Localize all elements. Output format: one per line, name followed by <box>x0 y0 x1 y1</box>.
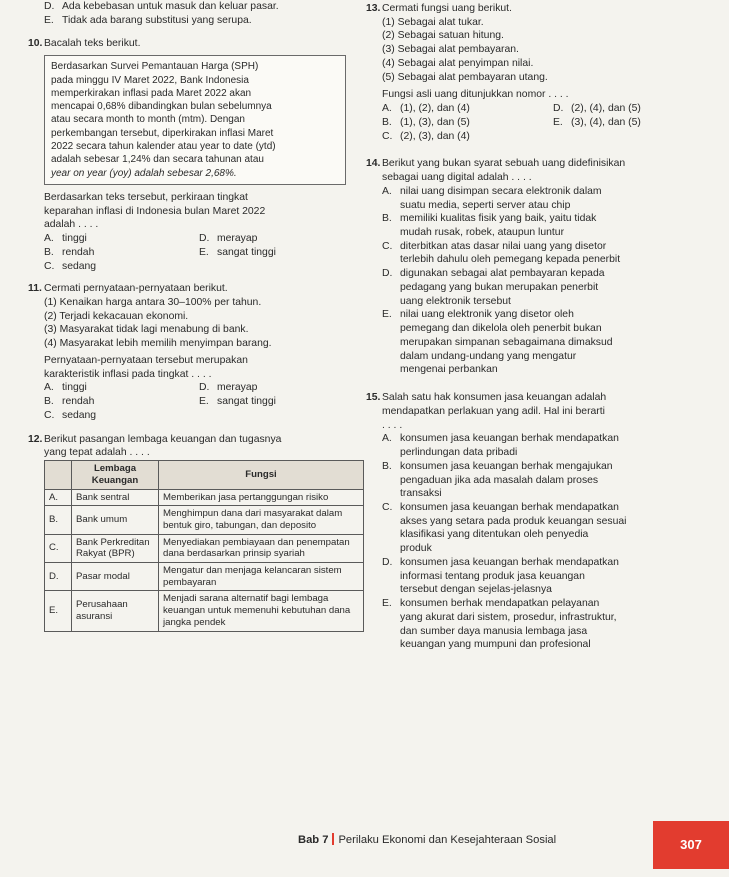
question-number: 14. <box>366 158 381 170</box>
option-line: nilai uang disimpan secara elektronik dalam <box>400 185 602 197</box>
page-number: 307 <box>680 837 702 853</box>
option-text: Ada kebebasan untuk masuk dan keluar pasar. <box>62 1 279 12</box>
option-line: konsumen jasa keuangan berhak mendapatkan <box>400 556 619 568</box>
option-line: konsumen berhak mendapatkan pelayanan <box>400 598 600 610</box>
option-text: merayap <box>217 382 258 394</box>
question-line: Berdasarkan teks tersebut, perkiraan tingkat <box>44 191 248 203</box>
box-line: pada minggu IV Maret 2022, Bank Indonesia <box>51 74 249 86</box>
question-prompt: Bacalah teks berikut. <box>44 38 141 50</box>
option-text: sangat tinggi <box>217 396 276 408</box>
option-text: tinggi <box>62 233 87 245</box>
row-fungsi: Mengatur dan menjaga kelancaran sistem pembayaran <box>159 563 364 591</box>
option-b[interactable] <box>44 395 191 409</box>
option-text: merayap <box>217 233 258 245</box>
option-c[interactable] <box>44 409 191 423</box>
option-text: sedang <box>62 409 97 421</box>
option-line: dan sumber daya manusia lembaga jasa <box>400 625 588 637</box>
option-a[interactable] <box>382 185 716 212</box>
option-letter: A. <box>382 185 392 197</box>
question-line: Berikut yang bukan syarat sebuah uang didefinisikan <box>382 158 626 170</box>
table-row[interactable] <box>45 563 364 591</box>
option-line: terlebih dahulu oleh pemegang kepada penerbit <box>400 254 621 266</box>
question-10 <box>28 37 346 51</box>
option-text: Tidak ada barang substitusi yang serupa. <box>62 14 252 26</box>
option-line: diterbitkan atas dasar nilai uang yang disetor <box>400 240 607 252</box>
option-line: mengenai perbankan <box>400 364 498 376</box>
option-line: pemegang dan dikelola oleh penerbit bukan <box>400 323 602 335</box>
option-e <box>44 14 346 28</box>
option-letter: A. <box>382 433 392 445</box>
option-line: nilai uang elektronik yang disetor oleh <box>400 309 574 321</box>
option-line: suatu media, seperti server atau chip <box>400 199 571 211</box>
row-lembaga: Bank umum <box>72 506 159 534</box>
page-footer <box>0 821 729 877</box>
option-line: pedagang yang bukan merupakan penerbit <box>400 281 599 293</box>
question-line: Salah satu hak konsumen jasa keuangan adalah <box>382 392 607 404</box>
q10-question <box>28 191 346 232</box>
option-letter: E. <box>199 396 209 408</box>
option-a[interactable] <box>44 232 191 246</box>
question-line: Fungsi asli uang ditunjukkan nomor . . . . <box>382 89 569 101</box>
option-b[interactable] <box>382 460 716 501</box>
question-13 <box>366 2 716 102</box>
statement: (4) Masyarakat lebih memilih menyimpan barang. <box>44 338 272 350</box>
question-number: 12. <box>28 433 43 445</box>
option-line: transaksi <box>400 488 442 500</box>
box-line: 2022 secara tahun kalender atau year to date (ytd) <box>51 140 276 152</box>
question-line: keparahan inflasi di Indonesia bulan Maret 2022 <box>44 205 266 217</box>
statement: (2) Terjadi kekacauan ekonomi. <box>44 310 189 322</box>
table-header-lembaga: Lembaga Keuangan <box>72 461 159 489</box>
option-text: rendah <box>62 246 95 258</box>
option-line: uang elektronik tersebut <box>400 295 511 307</box>
box-line: year on year (yoy) adalah sebesar 2,68%. <box>51 167 237 179</box>
box-line: perkembangan tersebut, diperkirakan inflasi Maret <box>51 127 274 139</box>
box-line: Berdasarkan Survei Pemantauan Harga (SPH) <box>51 61 259 73</box>
q15-options <box>366 432 716 652</box>
statement: (2) Sebagai satuan hitung. <box>382 30 504 42</box>
option-line: konsumen jasa keuangan berhak mendapatkan <box>400 433 619 445</box>
option-d[interactable] <box>199 381 346 395</box>
box-line: memperkirakan inflasi pada Maret 2022 akan <box>51 87 252 99</box>
option-letter: C. <box>382 501 393 513</box>
option-e[interactable] <box>382 597 716 652</box>
table-header-fungsi: Fungsi <box>159 461 364 489</box>
row-fungsi: Menghimpun dana dari masyarakat dalam bentuk giro, tabungan, dan deposito <box>159 506 364 534</box>
question-14 <box>366 157 716 184</box>
option-e[interactable] <box>553 116 716 130</box>
question-12 <box>28 433 346 460</box>
option-letter: B. <box>382 460 392 472</box>
table-header-row <box>45 461 364 489</box>
statement: (3) Masyarakat tidak lagi menabung di bank. <box>44 324 249 336</box>
option-line: merupakan simpanan sebagaimana dimaksud <box>400 336 613 348</box>
question-15 <box>366 391 716 432</box>
chapter-separator <box>332 833 334 845</box>
question-line: karakteristik inflasi pada tingkat . . . . <box>44 368 212 380</box>
option-b[interactable] <box>44 246 191 260</box>
option-c[interactable] <box>382 240 716 267</box>
statement: (1) Kenaikan harga antara 30–100% per tahun. <box>44 297 262 309</box>
option-text: sedang <box>62 260 97 272</box>
option-letter: E. <box>382 598 392 610</box>
chapter-title <box>298 833 556 848</box>
option-letter: C. <box>44 409 55 421</box>
option-letter: C. <box>44 260 55 272</box>
question-11 <box>28 282 346 381</box>
option-letter: E. <box>553 116 563 128</box>
option-letter: D. <box>44 1 55 12</box>
statement: (4) Sebagai alat penyimpan nilai. <box>382 57 534 69</box>
row-lembaga: Bank sentral <box>72 489 159 506</box>
left-column <box>28 0 351 632</box>
q10-text-box <box>44 55 346 185</box>
option-e[interactable] <box>382 308 716 377</box>
option-letter: C. <box>382 130 393 142</box>
question-line: Berikut pasangan lembaga keuangan dan tugasnya <box>44 433 282 445</box>
option-a[interactable] <box>44 381 191 395</box>
row-fungsi: Menyediakan pembiayaan dan penempatan dana berdasarkan prinsip syariah <box>159 534 364 562</box>
institution-table <box>44 460 364 631</box>
option-line: digunakan sebagai alat pembayaran kepada <box>400 268 605 280</box>
option-letter: D. <box>199 233 210 245</box>
option-b[interactable] <box>382 212 716 239</box>
option-text: (2), (4), dan (5) <box>571 103 641 115</box>
option-letter: D. <box>199 382 210 394</box>
right-column <box>366 0 716 652</box>
option-line: konsumen jasa keuangan berhak mengajukan <box>400 460 613 472</box>
option-line: mudah rusak, robek, ataupun luntur <box>400 227 565 239</box>
chapter-number: Bab 7 <box>298 834 329 846</box>
option-text: (2), (3), dan (4) <box>400 130 470 142</box>
option-d <box>44 0 346 14</box>
option-text: tinggi <box>62 382 87 394</box>
statement: (3) Sebagai alat pembayaran. <box>382 44 519 56</box>
question-line: yang tepat adalah . . . . <box>44 447 150 459</box>
option-line: produk <box>400 543 432 555</box>
option-line: informasi tentang produk jasa keuangan <box>400 570 585 582</box>
option-letter: A. <box>382 103 392 115</box>
option-letter: B. <box>382 213 392 225</box>
option-line: konsumen jasa keuangan berhak mendapatkan <box>400 501 619 513</box>
q14-options <box>366 185 716 377</box>
book-title: Perilaku Ekonomi dan Kesejahteraan Sosial <box>338 834 557 846</box>
option-letter: A. <box>44 233 54 245</box>
q11-options <box>28 381 346 422</box>
option-line: tersebut dengan sejelas-jelasnya <box>400 584 552 596</box>
statement: (1) Sebagai alat tukar. <box>382 16 484 28</box>
option-c[interactable] <box>44 260 191 274</box>
option-line: keuangan yang mumpuni dan profesional <box>400 639 591 651</box>
q9-tail-options <box>28 0 346 27</box>
option-a[interactable] <box>382 102 545 116</box>
option-d[interactable] <box>553 102 716 116</box>
option-line: yang akurat dari sistem, prosedur, infrastruktur, <box>400 611 617 623</box>
option-letter: B. <box>44 396 54 408</box>
option-line: memiliki kualitas fisik yang baik, yaitu tidak <box>400 213 597 225</box>
question-line: adalah . . . . <box>44 219 99 231</box>
option-d[interactable] <box>199 232 346 246</box>
option-line: dalam undang-undang yang mengatur <box>400 350 577 362</box>
row-lembaga: Perusahaan asuransi <box>72 591 159 631</box>
row-letter: E. <box>45 591 72 631</box>
table-row[interactable] <box>45 534 364 562</box>
row-lembaga: Bank Perkreditan Rakyat (BPR) <box>72 534 159 562</box>
option-letter: D. <box>382 268 393 280</box>
question-prompt: Cermati fungsi uang berikut. <box>382 3 512 14</box>
option-line: akses yang setara pada produk keuangan sesuai <box>400 515 627 527</box>
option-letter: D. <box>553 103 564 115</box>
row-fungsi: Memberikan jasa pertanggungan risiko <box>159 489 364 506</box>
option-letter: B. <box>382 116 392 128</box>
box-line: mencapai 0,68% dibandingkan bulan sebelumnya <box>51 101 272 113</box>
question-line: . . . . <box>382 419 403 431</box>
box-line: atau secara month to month (mtm). Dengan <box>51 114 245 126</box>
table-row[interactable] <box>45 506 364 534</box>
q13-options <box>366 102 716 143</box>
option-b[interactable] <box>382 116 545 130</box>
row-letter: A. <box>45 489 72 506</box>
table-row[interactable] <box>45 591 364 631</box>
question-line: mendapatkan perlakuan yang adil. Hal ini berarti <box>382 405 605 417</box>
row-letter: B. <box>45 506 72 534</box>
row-lembaga: Pasar modal <box>72 563 159 591</box>
option-letter: C. <box>382 240 393 252</box>
option-c[interactable] <box>382 130 545 144</box>
option-line: klasifikasi yang ditentukan oleh penyedia <box>400 529 589 541</box>
table-header-letter <box>45 461 72 489</box>
option-e[interactable] <box>199 246 346 260</box>
option-letter: E. <box>44 14 54 26</box>
option-letter: E. <box>199 246 209 258</box>
option-a[interactable] <box>382 432 716 459</box>
option-line: perlindungan data pribadi <box>400 447 518 459</box>
page-number-box <box>653 821 729 869</box>
question-number: 13. <box>366 3 381 14</box>
option-d[interactable] <box>382 556 716 597</box>
row-letter: D. <box>45 563 72 591</box>
question-number: 15. <box>366 392 381 404</box>
option-line: pengaduan jika ada masalah dalam proses <box>400 474 599 486</box>
option-c[interactable] <box>382 501 716 556</box>
option-text: (1), (2), dan (4) <box>400 103 470 115</box>
question-number: 11. <box>28 283 42 295</box>
table-row[interactable] <box>45 489 364 506</box>
option-text: sangat tinggi <box>217 246 276 258</box>
question-prompt: Cermati pernyataan-pernyataan berikut. <box>44 283 228 295</box>
option-letter: E. <box>382 309 392 321</box>
option-text: (1), (3), dan (5) <box>400 116 470 128</box>
option-text: (3), (4), dan (5) <box>571 116 641 128</box>
statement: (5) Sebagai alat pembayaran utang. <box>382 71 548 83</box>
option-d[interactable] <box>382 267 716 308</box>
question-line: sebagai uang digital adalah . . . . <box>382 172 532 184</box>
option-letter: A. <box>44 382 54 394</box>
q10-options <box>28 232 346 273</box>
row-fungsi: Menjadi sarana alternatif bagi lembaga keuangan untuk memenuhi kebutuhan dana jangka pendek <box>159 591 364 631</box>
question-number: 10. <box>28 38 43 50</box>
row-letter: C. <box>45 534 72 562</box>
option-letter: D. <box>382 556 393 568</box>
option-e[interactable] <box>199 395 346 409</box>
box-line: adalah sebesar 1,24% dan secara tahunan atau <box>51 154 264 166</box>
question-line: Pernyataan-pernyataan tersebut merupakan <box>44 354 248 366</box>
option-text: rendah <box>62 396 95 408</box>
option-letter: B. <box>44 246 54 258</box>
